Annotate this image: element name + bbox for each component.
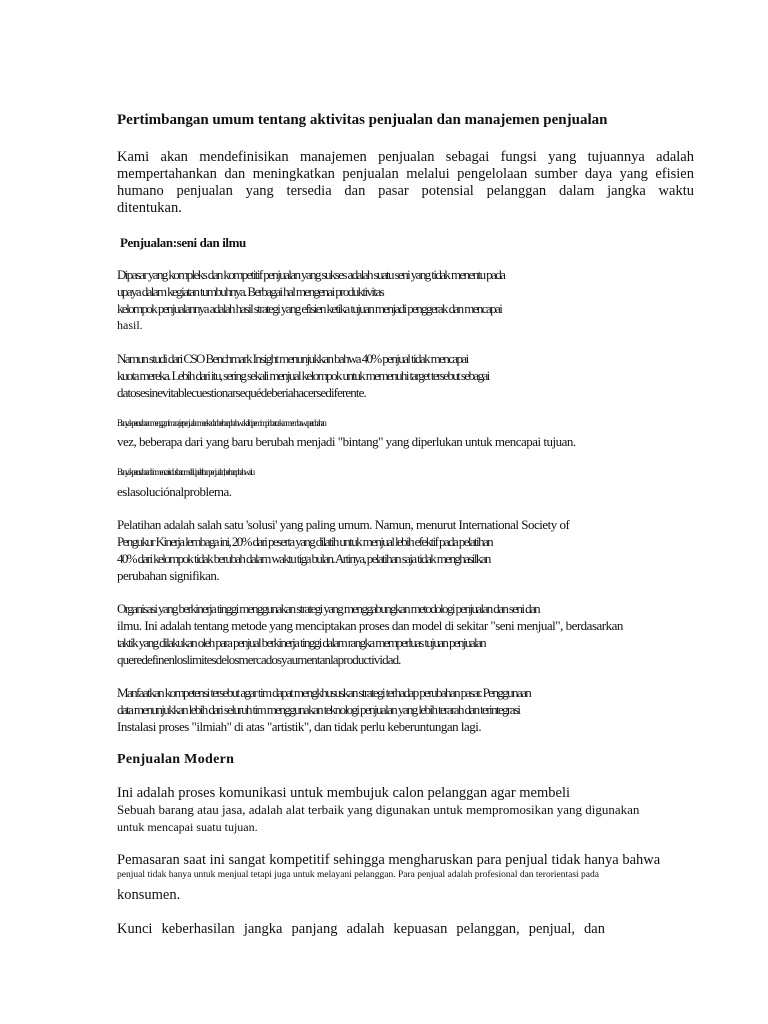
paragraph-line: Pengukur Kinerja lembaga ini, 20% dari peserta yang dilatih untuk menjual lebih efektif pada pelatihan — [117, 534, 493, 549]
paragraph-line: hasil. — [117, 318, 143, 332]
paragraph-line: kuota mereka. Lebih dari itu, sering sekali menjual kelompok untuk memenuhi target tersebut sebagai — [117, 368, 489, 383]
paragraph-line: queredefinenloslimitesdelosmercadosyaumentanlaproductividad. — [117, 652, 401, 667]
paragraph-line: Organisasi yang berkinerja tinggi menggunakan strategi yang menggabungkan metodologi penjualan dan seni dan — [117, 601, 540, 616]
intro-line: mempertahankan dan meningkatkan penjualan melalui pengelolaan sumber daya yang efisien — [117, 166, 694, 182]
paragraph-line: ilmu. Ini adalah tentang metode yang menciptakan proses dan model di sekitar "seni menjual", berdasarkan — [117, 618, 623, 633]
paragraph-line: Ini adalah proses komunikasi untuk membujuk calon pelanggan agar membeli — [117, 785, 571, 801]
paragraph-line: untuk mencapai suatu tujuan. — [117, 820, 258, 834]
paragraph-line: penjual tidak hanya untuk menjual tetapi juga untuk melayani pelanggan. Para penjual adalah profesional dan terorientasi pada — [117, 870, 599, 880]
paragraph-line: konsumen. — [117, 887, 181, 903]
paragraph-line: Kunci keberhasilan jangka panjang adalah kepuasan pelanggan, penjual, dan — [117, 921, 605, 937]
paragraph-line: Instalasi proses "ilmiah" di atas "artistik", dan tidak perlu keberuntungan lagi. — [117, 719, 482, 734]
paragraph-line: 40% dari kelompok tidak berubah dalam waktu tiga bulan. Artinya, pelatihan saja tidak menghasilkan — [117, 551, 490, 566]
paragraph-line: taktik yang dilakukan oleh para penjual berkinerja tinggi dalam rangka memperluas tujuan penjualan — [117, 635, 486, 650]
section-title: Penjualan Modern — [117, 752, 235, 767]
paragraph-line: Banyak perusahaan lain mencari solusi baru melalui pelatihan penjualan, berharap bahwa itu — [117, 467, 253, 477]
intro-line: ditentukan. — [117, 200, 182, 216]
subheading: Penjualan:seni dan ilmu — [120, 235, 246, 250]
paragraph-line: eslasoluciónalproblema. — [117, 484, 232, 499]
paragraph-line: perubahan signifikan. — [117, 568, 220, 583]
intro-line: humano penjualan yang tersedia dan pasar potensial pelanggan dalam jangka waktu — [117, 183, 694, 199]
document-title: Pertimbangan umum tentang aktivitas penjualan dan manajemen penjualan — [117, 112, 608, 128]
paragraph-line: Banyak perusahaan mengganti manajer penjualan mereka dan berharap bahwa kali ini, pemimpin baru akan membawa perubahan — [117, 418, 325, 428]
paragraph-line: Namun studi dari CSO Benchmark Insight menunjukkan bahwa 40% penjual tidak mencapai — [117, 351, 468, 366]
paragraph-line: Dipasar yang kompleks dan kompetitif penjualan yang sukses adalah suatu seni yang tidak menentu pada — [117, 267, 505, 282]
paragraph-line: Pemasaran saat ini sangat kompetitif sehingga mengharuskan para penjual tidak hanya bahwa — [117, 852, 661, 868]
paragraph-line: Sebuah barang atau jasa, adalah alat terbaik yang digunakan untuk mempromosikan yang digunakan — [117, 802, 640, 817]
paragraph-line: Pelatihan adalah salah satu 'solusi' yang paling umum. Namun, menurut International Society of — [117, 517, 570, 532]
paragraph-line: datosesinevitablecuestionarsequédeberiahacersediferente. — [117, 385, 366, 400]
paragraph-line: data menunjukkan lebih dari seluruh tim menggunakan teknologi penjualan yang lebih terarah dan terintegrasi — [117, 702, 520, 717]
paragraph-line: Manfaatkan kompetensi tersebut agar tim dapat mengkhususkan strategi terhadap perubahan pasar. Penggunaan — [117, 685, 531, 700]
paragraph-line: upaya dalam kegiatan tumbuhnya. Berbagai hal mengenai produktivitas — [117, 284, 384, 299]
paragraph-line: vez, beberapa dari yang baru berubah menjadi "bintang" yang diperlukan untuk mencapai tujuan. — [117, 434, 576, 449]
paragraph-line: kelompok penjualannya adalah hasil strategi yang efisien ketika tujuan menjadi penggerak dan mencapai — [117, 301, 502, 316]
intro-line: Kami akan mendefinisikan manajemen penjualan sebagai fungsi yang tujuannya adalah — [117, 149, 694, 165]
